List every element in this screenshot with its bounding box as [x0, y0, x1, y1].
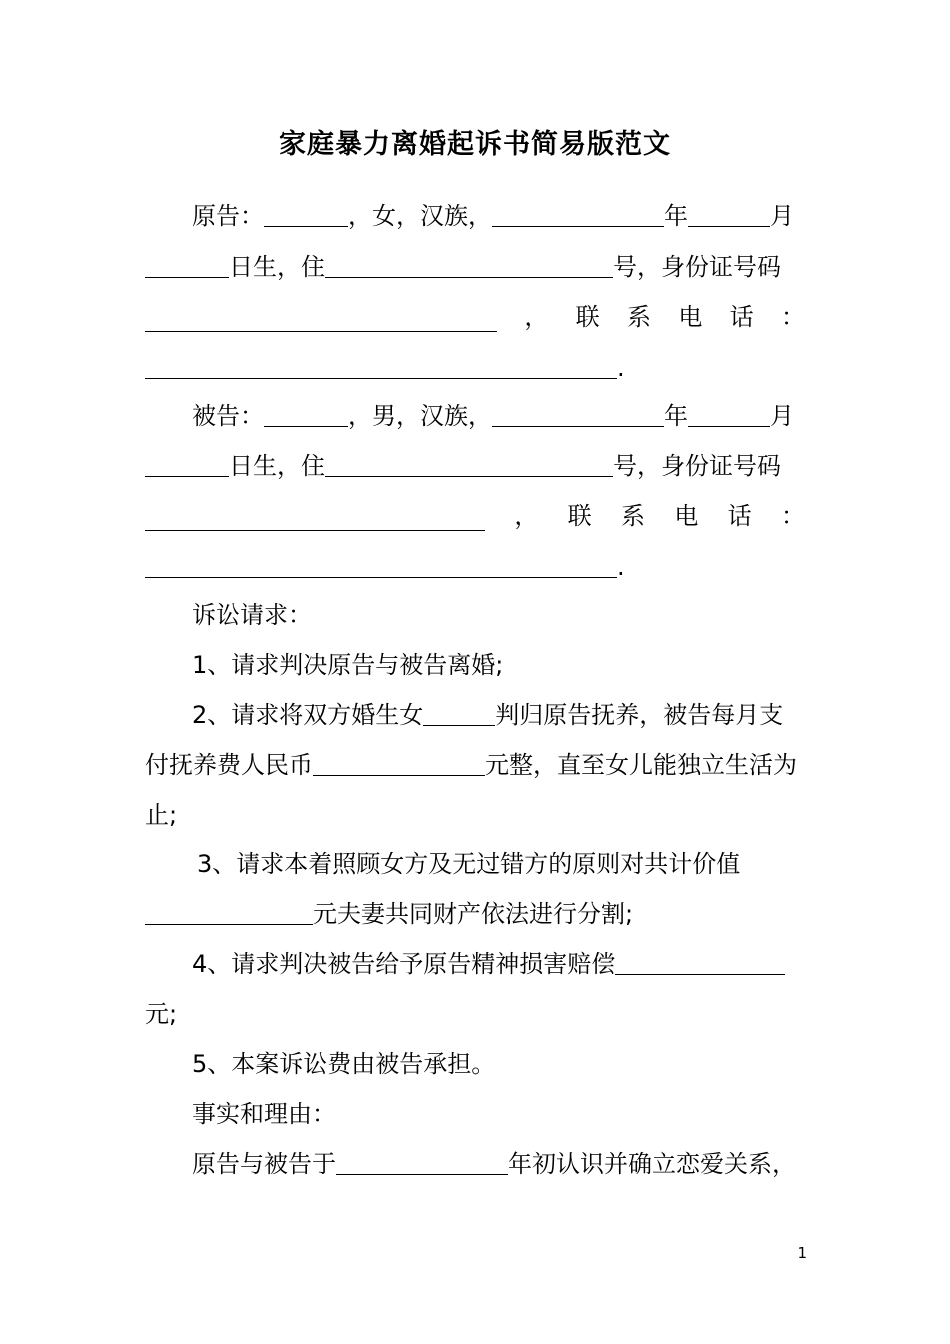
- contact-char: 电: [678, 303, 703, 331]
- facts-text: 原告与被告于: [192, 1150, 336, 1178]
- year-label: 年: [664, 202, 688, 230]
- claim-2-text: 2、请求将双方婚生女: [192, 701, 424, 729]
- blank-field: [688, 402, 770, 427]
- page-number: 1: [797, 1244, 807, 1262]
- defendant-line-3: [145, 501, 805, 531]
- plaintiff-sex-ethnicity: ，女，汉族，: [348, 202, 492, 230]
- plaintiff-line-3: [145, 302, 805, 332]
- defendant-sex-ethnicity: ，男，汉族，: [348, 402, 492, 430]
- plaintiff-line-1: [192, 201, 794, 231]
- blank-field: [492, 202, 664, 227]
- claim-2-text: 判归原告抚养，被告每月支: [495, 701, 784, 729]
- blank-field: [325, 253, 613, 278]
- plaintiff-label: 原告：: [192, 202, 264, 230]
- contact-char: 联: [567, 502, 592, 530]
- claim-5: 5、本案诉讼费由被告承担。: [192, 1050, 496, 1078]
- blank-field: [492, 402, 664, 427]
- period: .: [617, 553, 625, 581]
- contact-char: 系: [620, 502, 645, 530]
- comma: ，: [514, 502, 539, 530]
- claim-3-text: 元夫妻共同财产依法进行分割;: [313, 900, 634, 928]
- claim-4-text: 4、请求判决被告给予原告精神损害赔偿: [192, 950, 616, 978]
- defendant-line-2: [145, 451, 781, 481]
- claim-2-text: 付抚养费人民币: [145, 751, 313, 779]
- blank-field: [264, 202, 348, 227]
- year-label: 年: [664, 402, 688, 430]
- blank-field: [145, 253, 229, 278]
- claim-4-line-1: [192, 949, 785, 979]
- document-title: 家庭暴力离婚起诉书简易版范文: [279, 129, 671, 160]
- blank-field: [145, 354, 617, 379]
- born-label: 日生，住: [229, 253, 325, 281]
- blank-field: [615, 950, 785, 975]
- id-label: 号，身份证号码: [613, 452, 781, 480]
- month-label: 月: [770, 402, 794, 430]
- blank-field: [313, 751, 485, 776]
- comma: ，: [524, 303, 549, 331]
- contact-char: 电: [674, 502, 699, 530]
- contact-char: ：: [780, 303, 805, 331]
- blank-field: [264, 402, 348, 427]
- claim-2-line-3: 止;: [145, 801, 178, 829]
- claims-heading: 诉讼请求：: [192, 601, 312, 629]
- facts-line-1: [192, 1149, 796, 1179]
- born-label: 日生，住: [229, 452, 325, 480]
- facts-text: 年初认识并确立恋爱关系，: [508, 1150, 796, 1178]
- blank-field: [325, 452, 613, 477]
- plaintiff-line-2: [145, 252, 781, 282]
- month-label: 月: [770, 202, 794, 230]
- contact-char: 系: [626, 303, 651, 331]
- claim-1: 1、请求判决原告与被告离婚;: [192, 651, 504, 679]
- claim-2-line-2: [145, 750, 797, 780]
- claim-2-line-1: [192, 700, 783, 730]
- blank-field: [145, 553, 617, 578]
- contact-char: 话: [727, 502, 752, 530]
- id-label: 号，身份证号码: [613, 253, 781, 281]
- blank-field: [336, 1150, 508, 1175]
- blank-field: [145, 307, 497, 332]
- contact-char: 话: [729, 303, 754, 331]
- facts-heading: 事实和理由：: [192, 1100, 336, 1128]
- blank-field: [145, 452, 229, 477]
- claim-3-line-1: 3、请求本着照顾女方及无过错方的原则对共计价值: [197, 850, 741, 878]
- plaintiff-line-4: [145, 353, 625, 383]
- defendant-label: 被告：: [192, 402, 264, 430]
- blank-field: [423, 701, 495, 726]
- blank-field: [145, 900, 313, 925]
- contact-char: 联: [575, 303, 600, 331]
- claim-2-text: 元整，直至女儿能独立生活为: [485, 751, 797, 779]
- claim-3-line-2: [145, 899, 633, 929]
- blank-field: [145, 506, 485, 531]
- period: .: [617, 354, 625, 382]
- blank-field: [688, 202, 770, 227]
- contact-char: ：: [780, 502, 805, 530]
- defendant-line-1: [192, 401, 794, 431]
- defendant-line-4: [145, 552, 625, 582]
- claim-4-line-2: 元;: [145, 1000, 178, 1028]
